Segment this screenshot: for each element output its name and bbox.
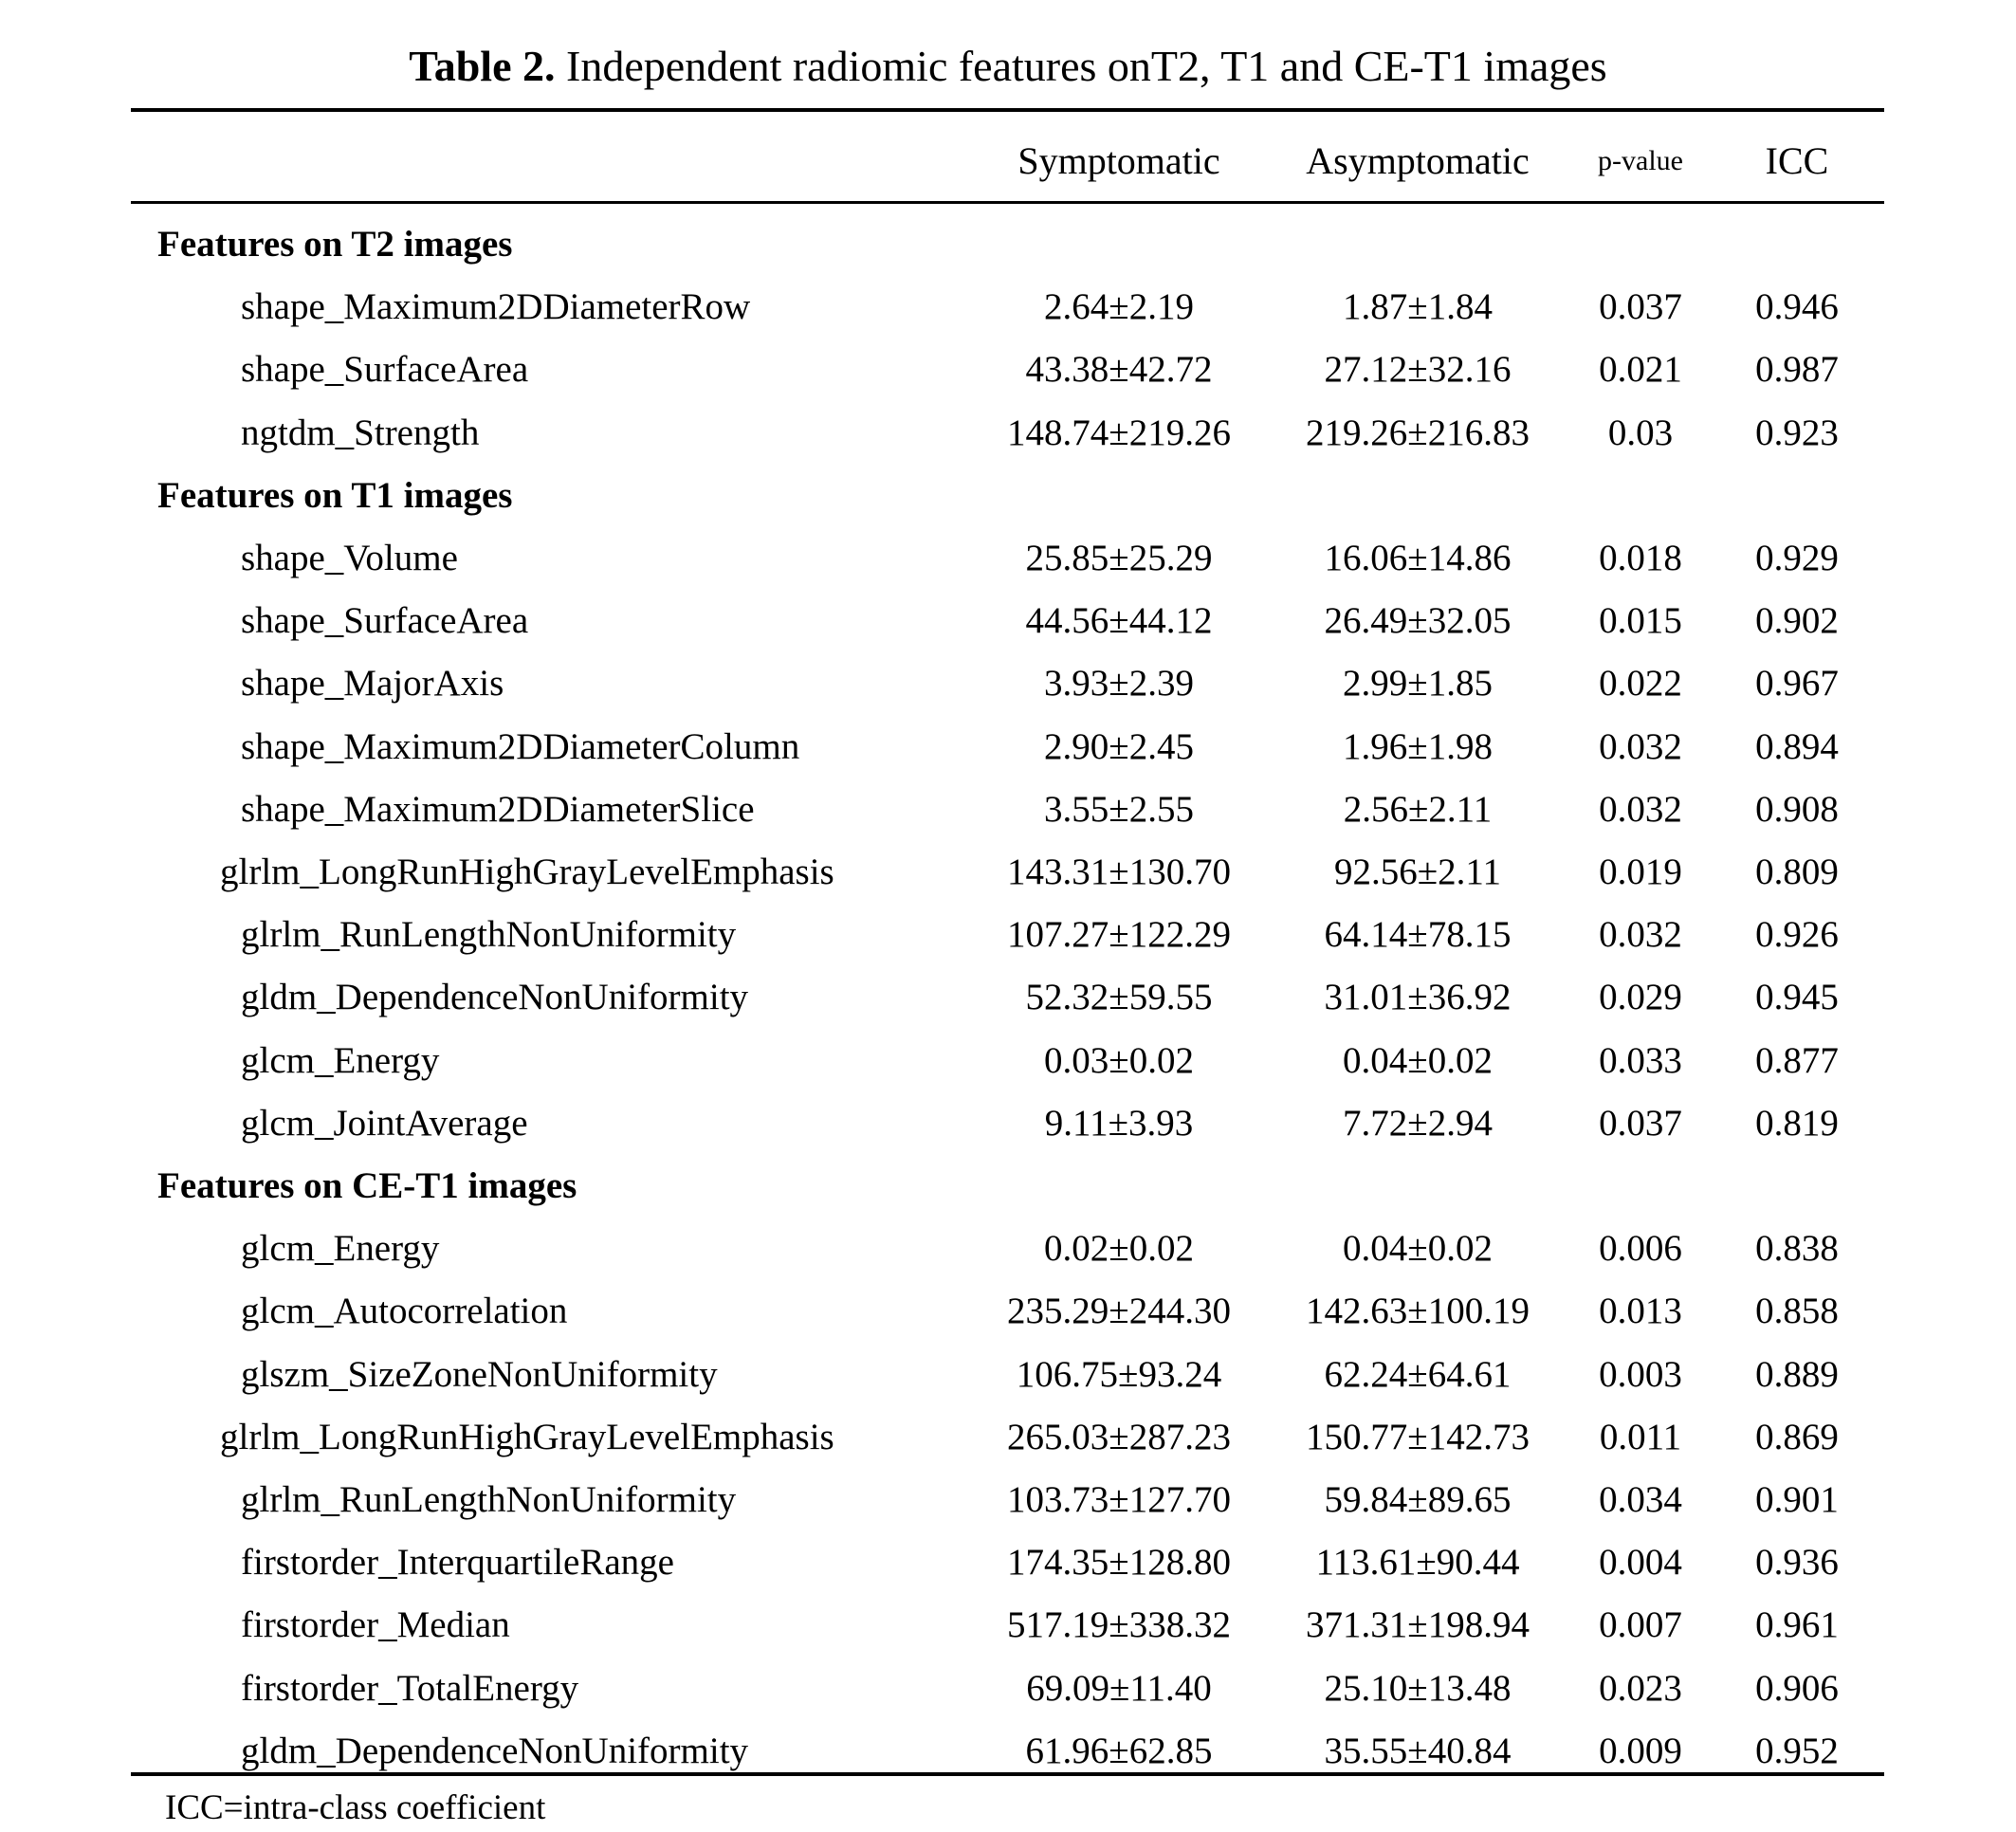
table-row bbox=[0, 1472, 2016, 1529]
icc-cell: 0.902 bbox=[1755, 600, 1839, 642]
table-row bbox=[0, 530, 2016, 587]
feature-name-cell: shape_SurfaceArea bbox=[241, 600, 529, 642]
table-row bbox=[0, 1660, 2016, 1717]
icc-cell: 0.936 bbox=[1755, 1542, 1839, 1584]
icc-cell: 0.908 bbox=[1755, 788, 1839, 830]
table-caption bbox=[0, 38, 2016, 95]
asymptomatic-cell: 16.06±14.86 bbox=[1324, 538, 1512, 578]
table-row bbox=[0, 341, 2016, 398]
table-row bbox=[0, 1033, 2016, 1090]
section-title: Features on T2 images bbox=[157, 224, 513, 265]
asymptomatic-cell: 371.31±198.94 bbox=[1306, 1604, 1530, 1646]
feature-name-cell: glcm_JointAverage bbox=[241, 1102, 528, 1144]
table-caption-label: Table 2. bbox=[409, 42, 556, 90]
table-row bbox=[0, 655, 2016, 712]
symptomatic-cell: 106.75±93.24 bbox=[1016, 1353, 1222, 1395]
p-value-cell: 0.009 bbox=[1599, 1730, 1682, 1771]
asymptomatic-cell: 35.55±40.84 bbox=[1324, 1730, 1512, 1771]
symptomatic-cell: 0.03±0.02 bbox=[1044, 1039, 1194, 1081]
table-row bbox=[0, 1597, 2016, 1654]
section-title: Features on CE-T1 images bbox=[157, 1165, 577, 1206]
feature-name-cell: firstorder_TotalEnergy bbox=[241, 1667, 579, 1709]
asymptomatic-cell: 113.61±90.44 bbox=[1315, 1542, 1520, 1584]
feature-name-cell: firstorder_Median bbox=[241, 1604, 510, 1646]
feature-name-cell: shape_MajorAxis bbox=[241, 663, 504, 705]
asymptomatic-cell: 31.01±36.92 bbox=[1324, 977, 1512, 1018]
icc-cell: 0.923 bbox=[1755, 412, 1839, 453]
feature-name-cell: glcm_Energy bbox=[241, 1228, 440, 1270]
asymptomatic-cell: 64.14±78.15 bbox=[1324, 914, 1512, 956]
icc-cell: 0.906 bbox=[1755, 1667, 1839, 1709]
p-value-cell: 0.032 bbox=[1599, 725, 1682, 767]
header-p-value: p-value bbox=[1598, 145, 1683, 176]
asymptomatic-cell: 7.72±2.94 bbox=[1343, 1102, 1493, 1144]
icc-cell: 0.869 bbox=[1755, 1416, 1839, 1457]
feature-name-cell: glrlm_RunLengthNonUniformity bbox=[241, 914, 737, 956]
table-row bbox=[0, 1220, 2016, 1277]
symptomatic-cell: 2.64±2.19 bbox=[1044, 286, 1194, 328]
asymptomatic-cell: 1.87±1.84 bbox=[1343, 286, 1493, 328]
icc-cell: 0.929 bbox=[1755, 538, 1839, 578]
symptomatic-cell: 3.93±2.39 bbox=[1044, 663, 1194, 705]
symptomatic-cell: 69.09±11.40 bbox=[1026, 1667, 1212, 1709]
icc-cell: 0.858 bbox=[1755, 1291, 1839, 1332]
symptomatic-cell: 3.55±2.55 bbox=[1044, 788, 1194, 830]
asymptomatic-cell: 92.56±2.11 bbox=[1334, 852, 1501, 892]
feature-name-cell: shape_SurfaceArea bbox=[241, 349, 529, 391]
table-row bbox=[0, 1409, 2016, 1466]
feature-name-cell: ngtdm_Strength bbox=[241, 412, 480, 453]
p-value-cell: 0.003 bbox=[1599, 1353, 1682, 1395]
icc-cell: 0.889 bbox=[1755, 1353, 1839, 1395]
asymptomatic-cell: 59.84±89.65 bbox=[1324, 1479, 1512, 1520]
p-value-cell: 0.015 bbox=[1599, 600, 1682, 642]
table-row bbox=[0, 781, 2016, 838]
feature-name-cell: shape_Maximum2DDiameterSlice bbox=[241, 788, 755, 830]
symptomatic-cell: 107.27±122.29 bbox=[1007, 914, 1231, 956]
p-value-cell: 0.018 bbox=[1599, 538, 1682, 578]
icc-cell: 0.926 bbox=[1755, 914, 1839, 956]
table-footnote: ICC=intra-class coefficient bbox=[165, 1788, 546, 1827]
feature-name-cell: firstorder_InterquartileRange bbox=[241, 1542, 674, 1584]
icc-cell: 0.838 bbox=[1755, 1228, 1839, 1270]
asymptomatic-cell: 150.77±142.73 bbox=[1306, 1416, 1530, 1457]
symptomatic-cell: 174.35±128.80 bbox=[1007, 1542, 1231, 1584]
asymptomatic-cell: 2.99±1.85 bbox=[1343, 663, 1493, 705]
asymptomatic-cell: 142.63±100.19 bbox=[1306, 1291, 1530, 1332]
icc-cell: 0.961 bbox=[1755, 1604, 1839, 1646]
p-value-cell: 0.019 bbox=[1599, 852, 1682, 892]
section-header-row bbox=[0, 216, 2016, 273]
p-value-cell: 0.021 bbox=[1599, 349, 1682, 391]
asymptomatic-cell: 26.49±32.05 bbox=[1324, 600, 1512, 642]
header-asymptomatic: Asymptomatic bbox=[1306, 139, 1530, 182]
symptomatic-cell: 25.85±25.29 bbox=[1025, 538, 1213, 578]
feature-name-cell: glrlm_RunLengthNonUniformity bbox=[241, 1479, 737, 1520]
icc-cell: 0.901 bbox=[1755, 1479, 1839, 1520]
table-row bbox=[0, 1723, 2016, 1780]
feature-name-cell: shape_Maximum2DDiameterColumn bbox=[241, 725, 800, 767]
p-value-cell: 0.023 bbox=[1599, 1667, 1682, 1709]
header-icc: ICC bbox=[1765, 139, 1829, 182]
feature-name-cell: glszm_SizeZoneNonUniformity bbox=[241, 1353, 718, 1395]
table-row bbox=[0, 1283, 2016, 1340]
p-value-cell: 0.033 bbox=[1599, 1039, 1682, 1081]
asymptomatic-cell: 0.04±0.02 bbox=[1343, 1228, 1493, 1270]
feature-name-cell: shape_Volume bbox=[241, 538, 458, 578]
feature-name-cell: gldm_DependenceNonUniformity bbox=[241, 977, 749, 1018]
symptomatic-cell: 61.96±62.85 bbox=[1025, 1730, 1213, 1771]
symptomatic-cell: 235.29±244.30 bbox=[1007, 1291, 1231, 1332]
asymptomatic-cell: 219.26±216.83 bbox=[1306, 412, 1530, 453]
p-value-cell: 0.032 bbox=[1599, 788, 1682, 830]
icc-cell: 0.945 bbox=[1755, 977, 1839, 1018]
asymptomatic-cell: 25.10±13.48 bbox=[1324, 1667, 1512, 1709]
table-row bbox=[0, 593, 2016, 650]
table-row bbox=[0, 279, 2016, 336]
p-value-cell: 0.034 bbox=[1599, 1479, 1682, 1520]
symptomatic-cell: 265.03±287.23 bbox=[1007, 1416, 1231, 1457]
asymptomatic-cell: 27.12±32.16 bbox=[1324, 349, 1512, 391]
symptomatic-cell: 143.31±130.70 bbox=[1007, 852, 1231, 892]
asymptomatic-cell: 1.96±1.98 bbox=[1343, 725, 1493, 767]
p-value-cell: 0.013 bbox=[1599, 1291, 1682, 1332]
header-rule bbox=[131, 201, 1884, 204]
p-value-cell: 0.011 bbox=[1599, 1416, 1682, 1457]
section-title: Features on T1 images bbox=[157, 474, 513, 516]
icc-cell: 0.894 bbox=[1755, 725, 1839, 767]
p-value-cell: 0.037 bbox=[1599, 286, 1682, 328]
table-row bbox=[0, 844, 2016, 901]
table-row bbox=[0, 719, 2016, 776]
feature-name-cell: shape_Maximum2DDiameterRow bbox=[241, 286, 751, 328]
p-value-cell: 0.03 bbox=[1607, 412, 1674, 453]
table-row bbox=[0, 405, 2016, 462]
table-row bbox=[0, 1534, 2016, 1591]
table-row bbox=[0, 969, 2016, 1026]
icc-cell: 0.809 bbox=[1755, 852, 1839, 892]
icc-cell: 0.967 bbox=[1755, 663, 1839, 705]
top-rule bbox=[131, 108, 1884, 112]
section-header-row bbox=[0, 467, 2016, 524]
p-value-cell: 0.022 bbox=[1599, 663, 1682, 705]
p-value-cell: 0.006 bbox=[1599, 1228, 1682, 1270]
symptomatic-cell: 517.19±338.32 bbox=[1007, 1604, 1231, 1646]
symptomatic-cell: 0.02±0.02 bbox=[1044, 1228, 1194, 1270]
symptomatic-cell: 103.73±127.70 bbox=[1007, 1479, 1231, 1520]
p-value-cell: 0.007 bbox=[1599, 1604, 1682, 1646]
p-value-cell: 0.037 bbox=[1599, 1102, 1682, 1144]
feature-name-cell: glcm_Autocorrelation bbox=[241, 1291, 568, 1332]
feature-name-cell: glrlm_LongRunHighGrayLevelEmphasis bbox=[220, 1416, 834, 1457]
bottom-rule bbox=[131, 1772, 1884, 1776]
header-symptomatic: Symptomatic bbox=[1017, 139, 1220, 182]
asymptomatic-cell: 62.24±64.61 bbox=[1324, 1353, 1512, 1395]
icc-cell: 0.987 bbox=[1755, 349, 1839, 391]
symptomatic-cell: 52.32±59.55 bbox=[1025, 977, 1213, 1018]
p-value-cell: 0.032 bbox=[1599, 914, 1682, 956]
icc-cell: 0.952 bbox=[1755, 1730, 1839, 1771]
table-row bbox=[0, 1347, 2016, 1403]
feature-name-cell: gldm_DependenceNonUniformity bbox=[241, 1730, 749, 1771]
section-header-row bbox=[0, 1158, 2016, 1215]
symptomatic-cell: 2.90±2.45 bbox=[1044, 725, 1194, 767]
table-caption-text: Independent radiomic features onT2, T1 and CE-T1 images bbox=[555, 42, 1607, 90]
asymptomatic-cell: 0.04±0.02 bbox=[1343, 1039, 1493, 1081]
symptomatic-cell: 43.38±42.72 bbox=[1025, 349, 1213, 391]
table-row bbox=[0, 1095, 2016, 1152]
icc-cell: 0.946 bbox=[1755, 286, 1839, 328]
p-value-cell: 0.029 bbox=[1599, 977, 1682, 1018]
icc-cell: 0.877 bbox=[1755, 1039, 1839, 1081]
p-value-cell: 0.004 bbox=[1599, 1542, 1682, 1584]
symptomatic-cell: 44.56±44.12 bbox=[1025, 600, 1213, 642]
feature-name-cell: glcm_Energy bbox=[241, 1039, 440, 1081]
icc-cell: 0.819 bbox=[1755, 1102, 1839, 1144]
feature-name-cell: glrlm_LongRunHighGrayLevelEmphasis bbox=[220, 852, 834, 892]
asymptomatic-cell: 2.56±2.11 bbox=[1343, 788, 1493, 830]
symptomatic-cell: 9.11±3.93 bbox=[1044, 1102, 1194, 1144]
table-row bbox=[0, 907, 2016, 963]
symptomatic-cell: 148.74±219.26 bbox=[1007, 412, 1231, 453]
